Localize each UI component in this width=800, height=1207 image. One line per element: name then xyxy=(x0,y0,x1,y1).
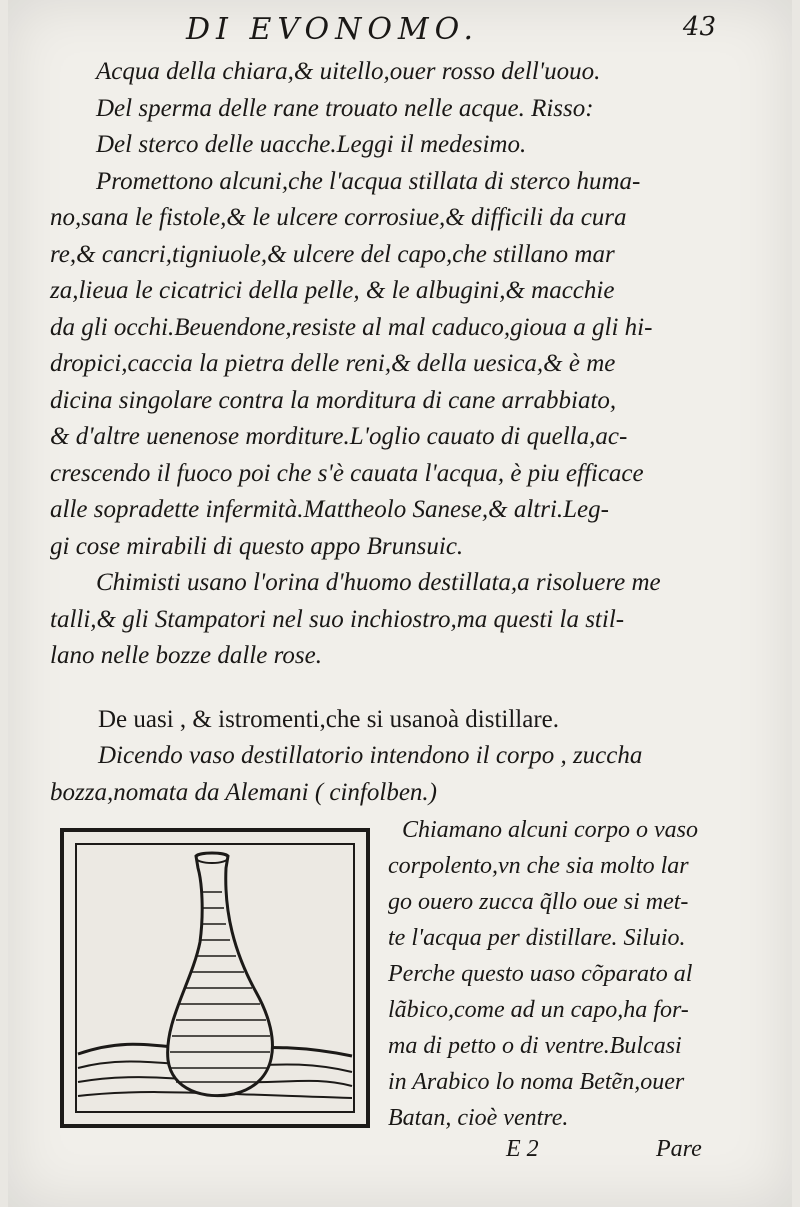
woodcut-frame xyxy=(60,828,370,1128)
text-line: Dicendo vaso destillatorio intendono il corpo , zuccha xyxy=(98,742,643,769)
text-line: in Arabico lo noma Betẽn,ouer xyxy=(388,1069,685,1095)
page-number: 43 xyxy=(682,12,716,42)
text-line: no,sana le fistole,& le ulcere corrosiue,& difficili da cura xyxy=(50,204,627,231)
text-line: lãbico,come ad un capo,ha for- xyxy=(388,997,689,1023)
text-line: ma di petto o di ventre.Bulcasi xyxy=(388,1033,682,1059)
flask-illustration xyxy=(64,832,366,1124)
running-head: DI EVONOMO. xyxy=(186,12,480,47)
text-line: crescendo il fuoco poi che s'è cauata l'acqua, è piu efficace xyxy=(50,459,644,487)
text-line: da gli occhi.Beuendone,resiste al mal caduco,gioua a gli hi- xyxy=(50,313,653,341)
text-line: Batan, cioè ventre. xyxy=(388,1105,569,1131)
text-line: go ouero zucca q̃llo oue si met- xyxy=(388,889,689,915)
text-line: corpolento,vn che sia molto lar xyxy=(388,853,689,879)
catchword: Pare xyxy=(656,1136,702,1162)
text-line: bozza,nomata da Alemani ( cinfolben.) xyxy=(50,778,437,806)
text-line: gi cose mirabili di questo appo Brunsuic. xyxy=(50,532,464,560)
figure-caption-text xyxy=(388,812,778,1136)
text-line: talli,& gli Stampatori nel suo inchiostro,ma questi la stil- xyxy=(50,605,625,633)
text-line: dicina singolare contra la morditura di cane arrabbiato, xyxy=(50,386,617,414)
woodcut-figure xyxy=(60,828,370,1128)
text-line: Perche questo uaso cõparato al xyxy=(388,961,693,987)
text-line: Del sterco delle uacche.Leggi il medesimo. xyxy=(96,131,527,158)
page-footer xyxy=(8,1136,792,1176)
section-heading: De uasi , & istromenti,che si usanoà distillare. xyxy=(98,706,560,733)
paragraph-one xyxy=(50,54,770,675)
book-page xyxy=(8,0,792,1207)
text-line: te l'acqua per distillare. Siluio. xyxy=(388,925,686,951)
section-vessels xyxy=(50,702,770,811)
signature-mark: E 2 xyxy=(506,1136,539,1162)
text-line: re,& cancri,tigniuole,& ulcere del capo,che stillano mar xyxy=(50,240,615,268)
text-line: za,lieua le cicatrici della pelle, & le albugini,& macchie xyxy=(50,277,615,304)
text-line: Chiamano alcuni corpo o vaso xyxy=(402,817,698,843)
text-line: Acqua della chiara,& uitello,ouer rosso dell'uouo. xyxy=(96,58,601,85)
text-line: & d'altre uenenose morditure.L'oglio cauato di quella,ac- xyxy=(50,423,628,450)
text-line: lano nelle bozze dalle rose. xyxy=(50,642,322,669)
text-line: Chimisti usano l'orina d'huomo destillata,a risoluere me xyxy=(96,569,661,596)
text-line: alle sopradette infermità.Mattheolo Sanese,& altri.Leg- xyxy=(50,496,609,523)
text-line: Del sperma delle rane trouato nelle acque. Risso: xyxy=(96,94,594,122)
text-line: dropici,caccia la pietra delle reni,& della uesica,& è me xyxy=(50,350,616,377)
text-line: Promettono alcuni,che l'acqua stillata di sterco huma- xyxy=(96,167,641,195)
page-header xyxy=(8,12,792,52)
